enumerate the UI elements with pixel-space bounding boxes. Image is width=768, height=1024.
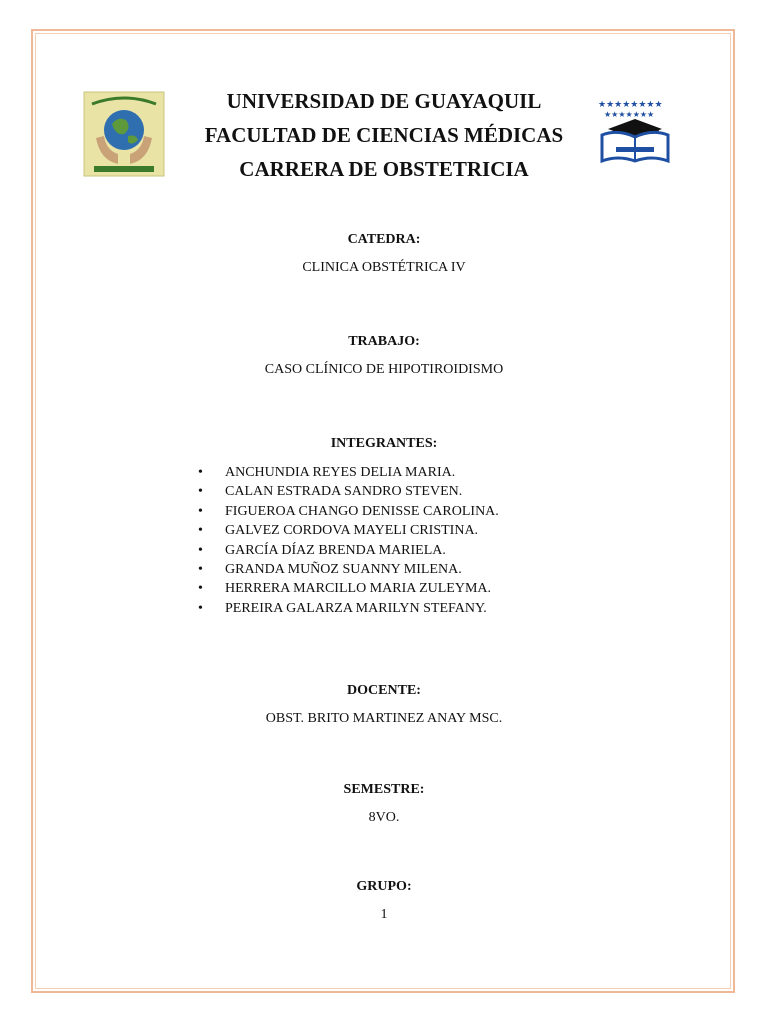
bullet-icon: • [198,542,203,558]
semestre-section [0,781,768,827]
list-item [198,482,598,501]
bullet-icon: • [198,562,203,578]
catedra-value: CLINICA OBSTÉTRICA IV [302,260,466,275]
university-title: UNIVERSIDAD DE GUAYAQUIL [226,89,542,113]
bullet-icon: • [198,523,203,539]
bullet-icon: • [198,484,203,500]
docente-label: DOCENTE: [347,683,421,698]
member-name: GARCÍA DÍAZ BRENDA MARIELA. [225,542,446,558]
integrantes-label: INTEGRANTES: [330,436,438,451]
bullet-icon: • [198,600,203,616]
svg-text:★★★★★★★: ★★★★★★★ [604,110,655,119]
career-title: CARRERA DE OBSTETRICIA [239,157,529,181]
trabajo-value: CASO CLÍNICO DE HIPOTIROIDISMO [264,362,504,377]
semestre-label: SEMESTRE: [343,782,425,797]
docente-section [0,682,768,728]
document-header [0,84,768,186]
faculty-title: FACULTAD DE CIENCIAS MÉDICAS [204,123,564,147]
bullet-icon: • [198,581,203,597]
member-name: GRANDA MUÑOZ SUANNY MILENA. [225,562,462,578]
list-item [198,599,598,618]
trabajo-label: TRABAJO: [348,334,420,349]
grupo-section [0,878,768,924]
integrantes-section [0,435,768,453]
trabajo-section [0,333,768,379]
svg-text:★★★★★★★★: ★★★★★★★★ [598,100,663,110]
members-list [198,463,598,618]
grupo-value: 1 [380,907,388,922]
member-name: ANCHUNDIA REYES DELIA MARIA. [225,465,456,480]
list-item [198,463,598,482]
member-name: FIGUEROA CHANGO DENISSE CAROLINA. [225,503,499,519]
list-item [198,560,598,579]
semestre-value: 8VO. [368,810,400,825]
bullet-icon: • [198,503,203,519]
list-item [198,502,598,521]
catedra-section [0,231,768,277]
list-item [198,541,598,560]
member-name: PEREIRA GALARZA MARILYN STEFANY. [225,600,487,616]
grupo-label: GRUPO: [356,879,412,894]
list-item [198,521,598,540]
docente-value: OBST. BRITO MARTINEZ ANAY MSC. [265,711,503,726]
member-name: GALVEZ CORDOVA MAYELI CRISTINA. [225,523,479,539]
member-name: CALAN ESTRADA SANDRO STEVEN. [225,484,463,500]
member-name: HERRERA MARCILLO MARIA ZULEYMA. [225,581,492,597]
bullet-icon: • [198,465,203,480]
catedra-label: CATEDRA: [347,232,421,247]
list-item [198,579,598,598]
